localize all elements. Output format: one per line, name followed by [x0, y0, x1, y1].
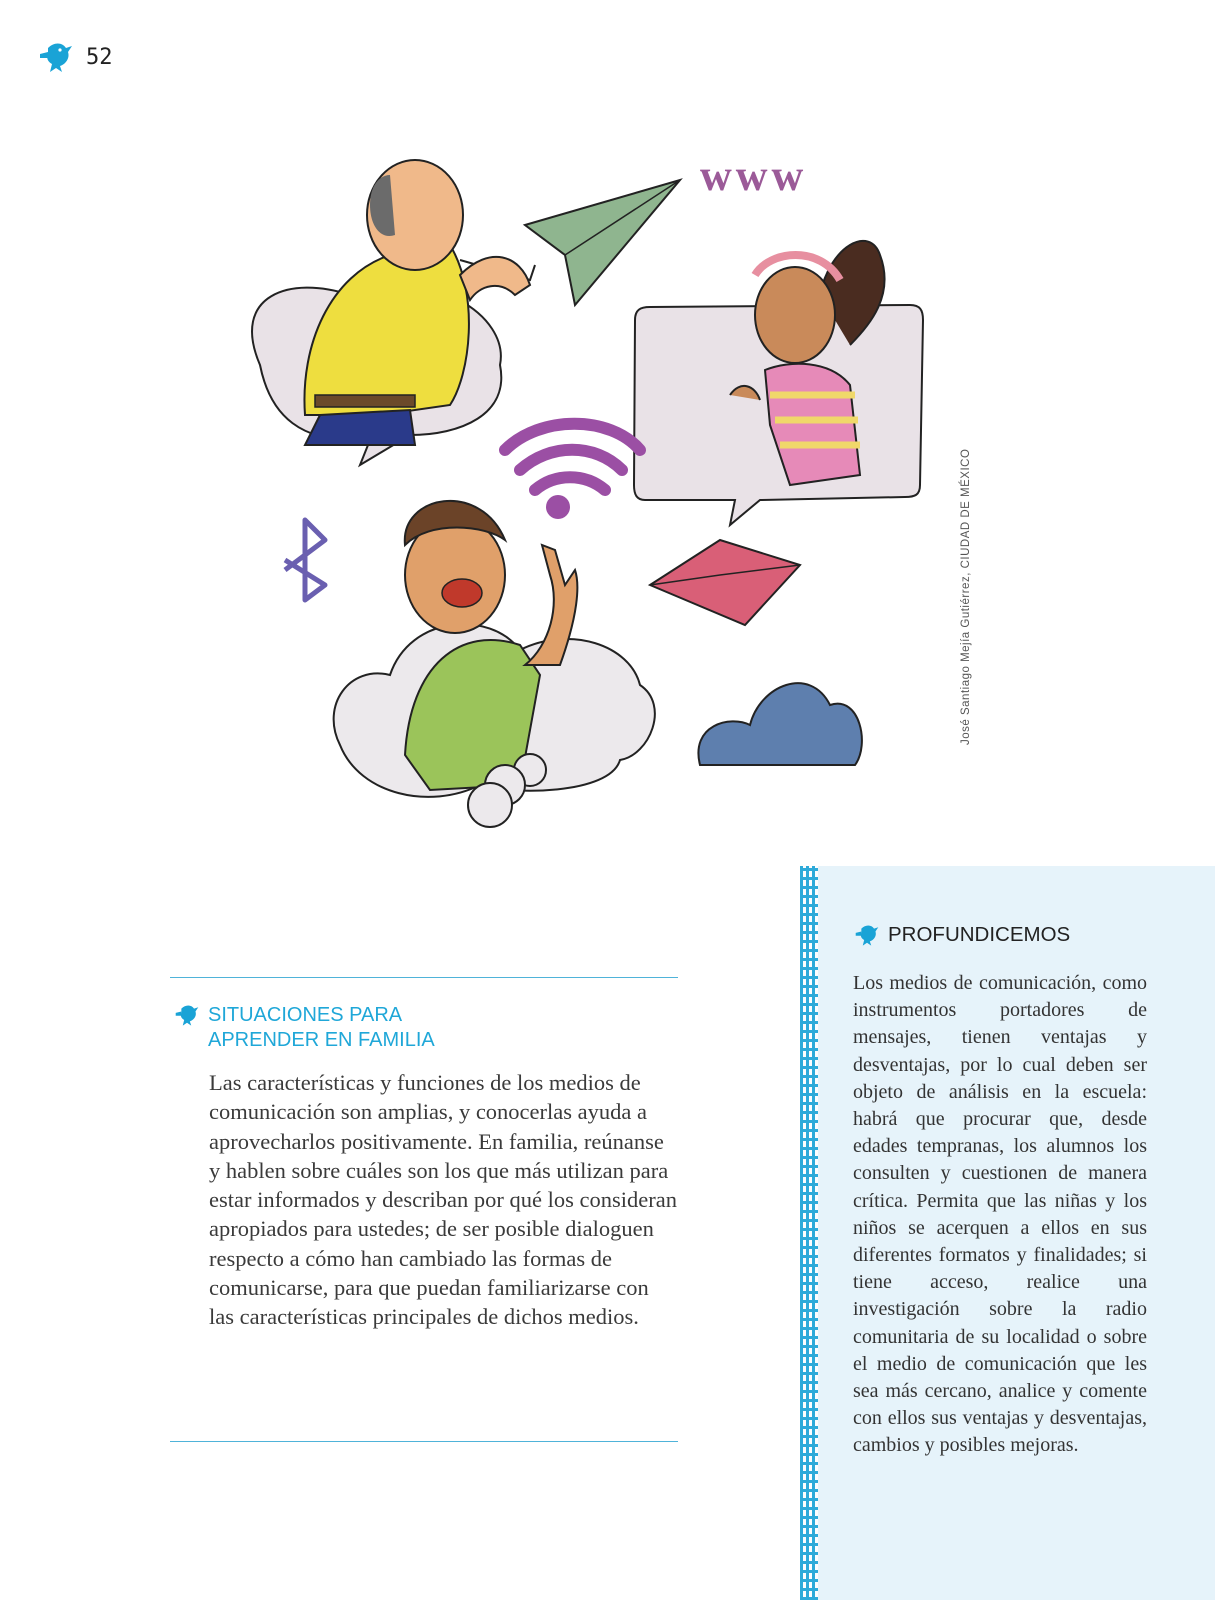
section-rule-bottom	[170, 1441, 678, 1442]
image-credit: José Santiago Mejía Gutiérrez, CIUDAD DE MÉXICO	[960, 448, 972, 745]
family-section-title	[208, 1003, 435, 1053]
sidebar-title: PROFUNDICEMOS	[888, 923, 1071, 946]
communication-illustration	[230, 145, 990, 865]
envelope-icon	[650, 540, 800, 625]
paper-plane-icon	[525, 180, 680, 305]
www-label: www	[700, 151, 808, 200]
family-section-title-line1: SITUACIONES PARA	[208, 1004, 403, 1026]
bluetooth-icon	[285, 520, 325, 600]
sidebar-heading	[852, 923, 1070, 947]
greek-key-border	[800, 866, 818, 1600]
family-section-title-line2: APRENDER EN FAMILIA	[208, 1029, 435, 1051]
eagle-logo-icon	[172, 1003, 202, 1027]
grandfather-figure	[304, 160, 535, 445]
page-header	[36, 40, 113, 74]
family-section-heading	[172, 1003, 435, 1053]
section-rule-top	[170, 977, 678, 978]
wifi-icon	[505, 424, 640, 519]
eagle-logo-icon	[852, 923, 882, 947]
blue-cloud-icon	[698, 683, 861, 765]
family-section-body: Las características y funciones de los medios de comunicación son amplias, y conocerlas ayuda a aprovecharlos positivamente. En familia, reúnanse y hablen sobre cuáles son los que más utilizan para estar informados y describan por qué los consideran apropiados para ustedes; de ser posible dialoguen respecto a cómo han cambiado las formas de comunicarse, para que puedan familiarizarse con las características principales de dichos medios.	[209, 1070, 677, 1330]
page-number: 52	[86, 44, 113, 70]
eagle-logo-icon	[36, 40, 76, 74]
sidebar-body: Los medios de comunicación, como instrumentos portadores de mensajes, tienen ventajas y desventajas, por lo cual deben ser objeto de análisis en la escuela: habrá que procurar que, desde edades tempranas, los alumnos los consulten y cuestionen de manera crítica. Permita que las niñas y los niños se acerquen a ellos en sus diferentes formatos y finalidades; si tiene acceso, realice una investigación sobre la radio comunitaria de su localidad o sobre el medio de comunicación que les sea más cercano, analice y comente con ellos sus ventajas y desventajas, cambios y posibles mejoras.	[853, 972, 1147, 1457]
